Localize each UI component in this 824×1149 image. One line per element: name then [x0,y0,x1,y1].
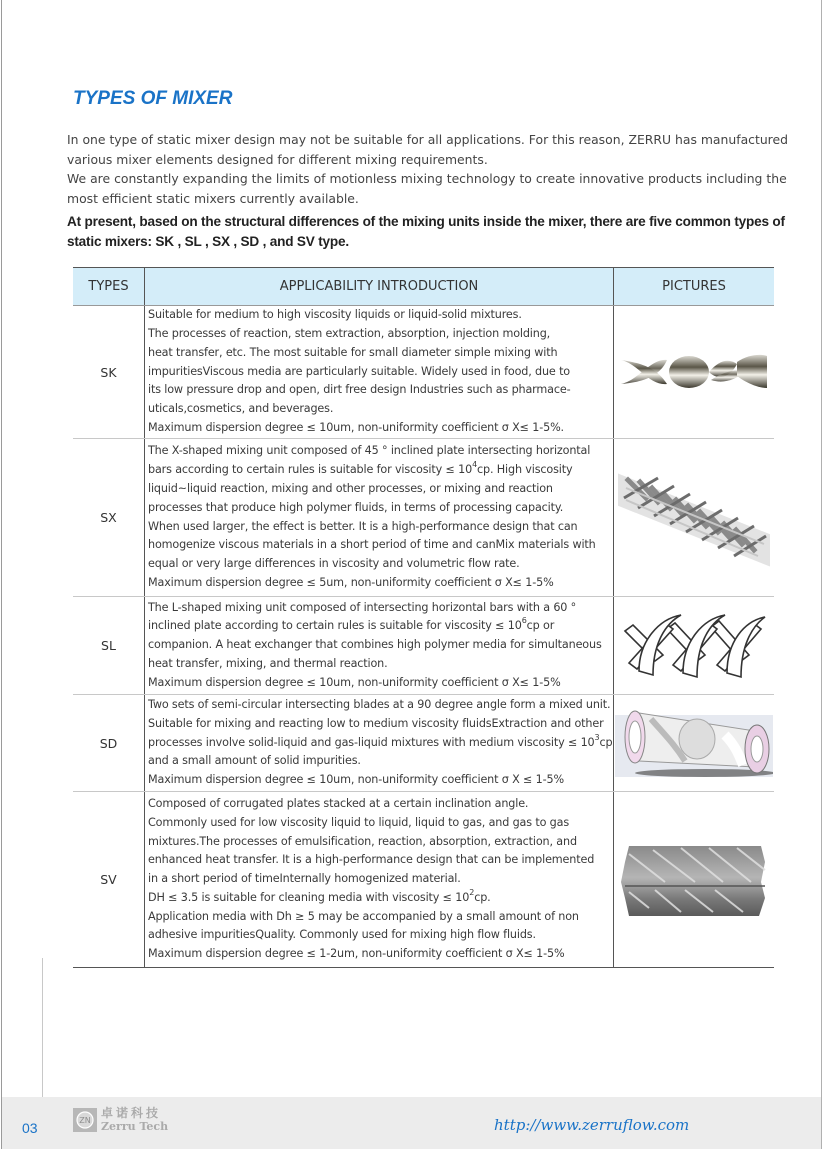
logo-badge-icon [73,1108,97,1132]
table-row-sv [73,792,774,968]
table-header-row [73,268,774,306]
logo-chinese-name: 卓诺科技 [101,1106,162,1120]
lead-paragraph [67,212,807,252]
description-line: homogenize viscous materials in a short period of time and canMix materials with [148,538,596,552]
description-cell [145,439,614,597]
lead-line: static mixers: SK , SL , SX , SD , and SV type. [67,234,349,249]
mixer-types-table [73,267,774,968]
sx-mixer-image [618,468,770,568]
page-border-left [1,0,2,1149]
description-line: heat transfer, mixing, and thermal reaction. [148,656,388,670]
intro-line: We are constantly expanding the limits of motionless mixing technology to create innovative products including the [67,171,787,186]
intro-line: In one type of static mixer design may not be suitable for all applications. For this reason, ZERRU has manufactured [67,132,788,147]
description-line: processes that produce high polymer fluids, in terms of processing capacity. [148,500,564,514]
header-pictures: PICTURES [614,268,775,306]
description-line: Composed of corrugated plates stacked at a certain inclination angle. [148,796,529,810]
lead-line: At present, based on the structural differences of the mixing units inside the mixer, there are five common types of [67,214,785,229]
description-line: When used larger, the effect is better. It is a high-performance design that can [148,519,578,533]
description-line: processes involve solid-liquid and gas-liquid mixtures with medium viscosity ≤ $10^3cp$ [148,732,613,749]
description-line: DH ≤ 3.5 is suitable for cleaning media with viscosity ≤ $10^2cp$. [148,887,491,904]
description-line: The processes of reaction, stem extraction, absorption, injection molding, [148,327,551,340]
header-types: TYPES [73,268,145,306]
description-line: Suitable for mixing and reacting low to medium viscosity fluidsExtraction and other [148,716,604,730]
description-line: equal or very large differences in viscosity and volumetric flow rate. [148,557,520,571]
logo-english-name: Zerru Tech [101,1120,169,1133]
description-line: its low pressure drop and open, dirt free design Industries such as pharmace- [148,383,571,397]
description-line: Maximum dispersion degree ≤ 10um, non-uniformity coefficient σ X≤ 1-5%. [148,420,564,434]
page-border-right [821,0,822,1149]
picture-cell [614,792,775,968]
page-title: TYPES OF MIXER [73,88,233,109]
description [145,442,613,592]
type-cell: SK [73,306,145,439]
description [145,306,613,438]
picture-cell [614,306,775,439]
description-line: Application media with Dh ≥ 5 may be accompanied by a small amount of non [148,909,579,923]
type-cell: SL [73,597,145,695]
type-cell: SX [73,439,145,597]
description-line: Maximum dispersion degree ≤ 1-2um, non-uniformity coefficient σ X≤ 1-5% [148,947,565,961]
description [145,795,613,964]
picture-cell [614,597,775,695]
exponent: 2 [469,887,475,897]
description-line: The X-shaped mixing unit composed of 45 ° inclined plate intersecting horizontal [148,444,591,458]
description-line: in a short period of timeInternally homogenized material. [148,872,461,886]
description-line: Maximum dispersion degree ≤ 10um, non-uniformity coefficient σ X≤ 1-5% [148,675,561,689]
description-line: inclined plate according to certain rules is suitable for viscosity ≤ $10^6cp$ or [148,616,555,633]
description-line: uticals,cosmetics, and beverages. [148,402,334,416]
description-line: companion. A heat exchanger that combines high polymer media for simultaneous [148,638,602,652]
description-cell [145,792,614,968]
table-row-sl [73,597,774,695]
table-row-sk [73,306,774,439]
website-link[interactable]: http://www.zerruflow.com [494,1116,690,1134]
description-line: heat transfer, etc. The most suitable for small diameter simple mixing with [148,345,558,359]
description-line: adhesive impuritiesQuality. Commonly used for mixing high flow fluids. [148,928,536,942]
intro-line: various mixer elements designed for different mixing requirements. [67,151,488,167]
page-number: 03 [22,1120,38,1136]
description-line: impuritiesViscous media are particularly suitable. Widely used in food, due to [148,364,571,378]
sv-mixer-image [619,842,769,918]
type-cell: SD [73,695,145,792]
description [145,599,613,693]
description-line: Commonly used for low viscosity liquid to liquid, liquid to gas, and gas to gas [148,815,570,829]
company-logo [73,1105,168,1135]
description-cell [145,306,614,439]
description-line: liquid~liquid reaction, mixing and other processes, or mixing and reaction [148,481,553,495]
exponent: 6 [521,616,527,626]
description-line: Two sets of semi-circular intersecting blades at a 90 degree angle form a mixed unit. [148,698,611,711]
description-line: Suitable for medium to high viscosity liquids or liquid-solid mixtures. [148,308,522,322]
description [145,696,613,790]
picture-cell [614,695,775,792]
sk-mixer-image [619,350,769,394]
description-line: mixtures.The processes of emulsification, reaction, absorption, extraction, and [148,834,577,848]
type-cell: SV [73,792,145,968]
description-line: bars according to certain rules is suitable for viscosity ≤ $10^4cp$. High viscosity [148,460,573,477]
table-row-sx [73,439,774,597]
logo-badge-text: ZN [79,1116,91,1125]
sl-mixer-image [619,611,769,681]
description-cell [145,695,614,792]
sd-mixer-image [615,705,773,781]
intro-line: most efficient static mixers currently available. [67,190,359,206]
description-line: Maximum dispersion degree ≤ 10um, non-uniformity coefficient σ X ≤ 1-5% [148,773,564,787]
description-cell [145,597,614,695]
description-line: enhanced heat transfer. It is a high-performance design that can be implemented [148,853,595,867]
picture-cell [614,439,775,597]
exponent: 3 [594,732,600,742]
header-applicability: APPLICABILITY INTRODUCTION [145,268,614,306]
description-line: Maximum dispersion degree ≤ 5um, non-uniformity coefficient σ X≤ 1-5% [148,575,554,589]
description-line: and a small amount of solid impurities. [148,754,361,768]
table-row-sd [73,695,774,792]
exponent: 4 [472,460,478,470]
description-line: The L-shaped mixing unit composed of intersecting horizontal bars with a 60 ° [148,600,577,614]
intro-paragraph [67,130,807,208]
